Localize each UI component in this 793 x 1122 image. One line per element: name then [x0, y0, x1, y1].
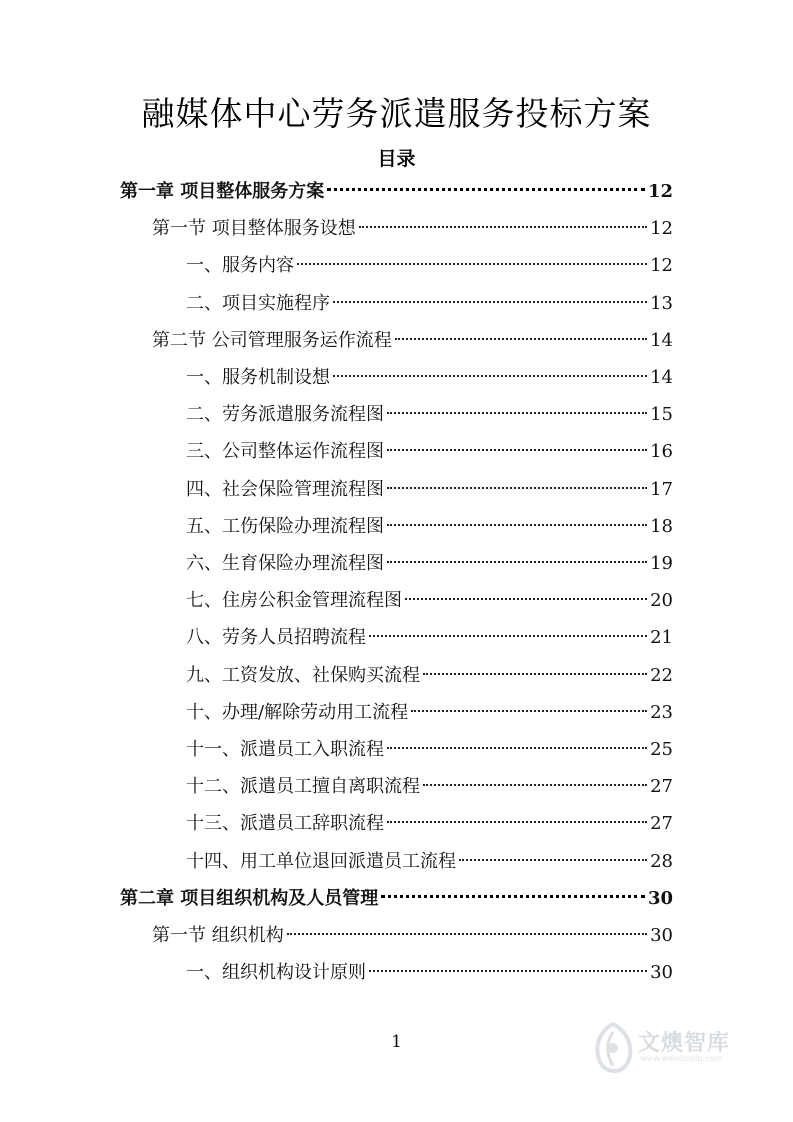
toc-entry-page-number: 28	[650, 851, 673, 872]
toc-entry-label: 五、工伤保险办理流程图	[186, 516, 384, 537]
toc-entry-label: 九、工资发放、社保购买流程	[186, 665, 420, 686]
toc-entry[interactable]	[186, 809, 673, 839]
toc-entry[interactable]	[186, 475, 673, 505]
toc-dot-leader	[387, 412, 647, 414]
toc-entry-label: 四、社会保险管理流程图	[186, 479, 384, 500]
toc-entry[interactable]	[186, 437, 673, 467]
toc-entry[interactable]	[186, 958, 673, 988]
toc-entry-page-number: 21	[650, 627, 673, 648]
toc-dot-leader	[387, 821, 647, 823]
toc-dot-leader	[333, 301, 647, 303]
toc-dot-leader	[327, 188, 645, 191]
toc-entry[interactable]	[186, 363, 673, 393]
toc-dot-leader	[387, 449, 647, 451]
toc-entry-label: 六、生育保险办理流程图	[186, 553, 384, 574]
toc-entry-page-number: 17	[650, 479, 673, 500]
toc-entry-page-number: 19	[650, 553, 673, 574]
toc-entry[interactable]	[186, 400, 673, 430]
toc-entry-page-number: 14	[650, 367, 673, 388]
toc-entry-label: 三、公司整体运作流程图	[186, 441, 384, 462]
toc-entry-page-number: 22	[650, 665, 673, 686]
toc-entry[interactable]	[152, 921, 673, 951]
toc-dot-leader	[369, 970, 647, 972]
toc-entry-page-number: 20	[650, 590, 673, 611]
toc-entry-page-number: 12	[647, 181, 673, 202]
toc-dot-leader	[395, 338, 647, 340]
toc-entry-page-number: 27	[650, 776, 673, 797]
toc-dot-leader	[287, 933, 647, 935]
toc-entry-label: 第二章 项目组织机构及人员管理	[120, 888, 379, 909]
toc-entry[interactable]	[186, 512, 673, 542]
toc-entry-label: 一、服务内容	[186, 255, 294, 276]
toc-entry-page-number: 13	[650, 293, 673, 314]
toc-entry-label: 十一、派遣员工入职流程	[186, 739, 384, 760]
toc-entry[interactable]	[186, 623, 673, 653]
toc-entry-page-number: 18	[650, 516, 673, 537]
page-number: 1	[391, 1032, 402, 1052]
toc-heading: 目录	[377, 148, 416, 170]
toc-entry-label: 第一节 组织机构	[152, 925, 284, 946]
toc-entry-page-number: 30	[650, 962, 673, 983]
toc-entry-page-number: 30	[647, 888, 673, 909]
toc-entry-label: 七、住房公积金管理流程图	[186, 590, 402, 611]
toc-entry[interactable]	[186, 251, 673, 281]
toc-entry[interactable]	[186, 847, 673, 877]
toc-entry[interactable]	[186, 586, 673, 616]
toc-entry[interactable]	[152, 326, 673, 356]
toc-entry[interactable]	[120, 884, 673, 914]
toc-entry-label: 一、服务机制设想	[186, 367, 330, 388]
toc-dot-leader	[405, 598, 647, 600]
toc-entry-page-number: 16	[650, 441, 673, 462]
toc-entry-page-number: 27	[650, 813, 673, 834]
toc-dot-leader	[411, 710, 647, 712]
toc-dot-leader	[387, 561, 647, 563]
toc-dot-leader	[381, 895, 645, 898]
toc-entry[interactable]	[186, 772, 673, 802]
toc-dot-leader	[423, 673, 647, 675]
toc-dot-leader	[297, 263, 647, 265]
toc-entry-page-number: 14	[650, 330, 673, 351]
toc-entry-label: 十四、用工单位退回派遣员工流程	[186, 851, 456, 872]
toc-entry-page-number: 25	[650, 739, 673, 760]
toc-dot-leader	[387, 747, 647, 749]
toc-entry[interactable]	[120, 177, 673, 207]
toc-entry[interactable]	[186, 549, 673, 579]
toc-entry-page-number: 30	[650, 925, 673, 946]
toc-entry-label: 一、组织机构设计原则	[186, 962, 366, 983]
toc-entry-label: 第一节 项目整体服务设想	[152, 218, 356, 239]
toc-dot-leader	[359, 226, 647, 228]
toc-entry-page-number: 15	[650, 404, 673, 425]
toc-entry-page-number: 23	[650, 702, 673, 723]
toc-entry[interactable]	[186, 735, 673, 765]
watermark	[588, 1018, 768, 1078]
watermark-text: 文燠智库	[638, 1031, 731, 1056]
watermark-subtext: www.wenduolib.com	[640, 1054, 723, 1063]
toc-entry-label: 二、项目实施程序	[186, 293, 330, 314]
toc-entry[interactable]	[186, 698, 673, 728]
toc-entry[interactable]	[152, 214, 673, 244]
toc-entry-page-number: 12	[650, 255, 673, 276]
toc-dot-leader	[423, 784, 647, 786]
toc-entry-page-number: 12	[650, 218, 673, 239]
toc-dot-leader	[387, 524, 647, 526]
toc-entry[interactable]	[186, 661, 673, 691]
toc-dot-leader	[369, 635, 647, 637]
toc-entry-label: 第一章 项目整体服务方案	[120, 181, 325, 202]
toc-entry-label: 十、办理/解除劳动用工流程	[186, 702, 409, 723]
toc-entry-label: 十三、派遣员工辞职流程	[186, 813, 384, 834]
document-title: 融媒体中心劳务派遣服务投标方案	[141, 94, 652, 133]
toc-entry-label: 二、劳务派遣服务流程图	[186, 404, 384, 425]
leaf-logo-icon	[588, 1018, 638, 1078]
toc-entry-label: 十二、派遣员工擅自离职流程	[186, 776, 420, 797]
toc-entry[interactable]	[186, 289, 673, 319]
toc-dot-leader	[459, 859, 647, 861]
toc-dot-leader	[333, 375, 647, 377]
toc-entry-label: 第二节 公司管理服务运作流程	[152, 330, 392, 351]
toc-entry-label: 八、劳务人员招聘流程	[186, 627, 366, 648]
toc-dot-leader	[387, 487, 647, 489]
